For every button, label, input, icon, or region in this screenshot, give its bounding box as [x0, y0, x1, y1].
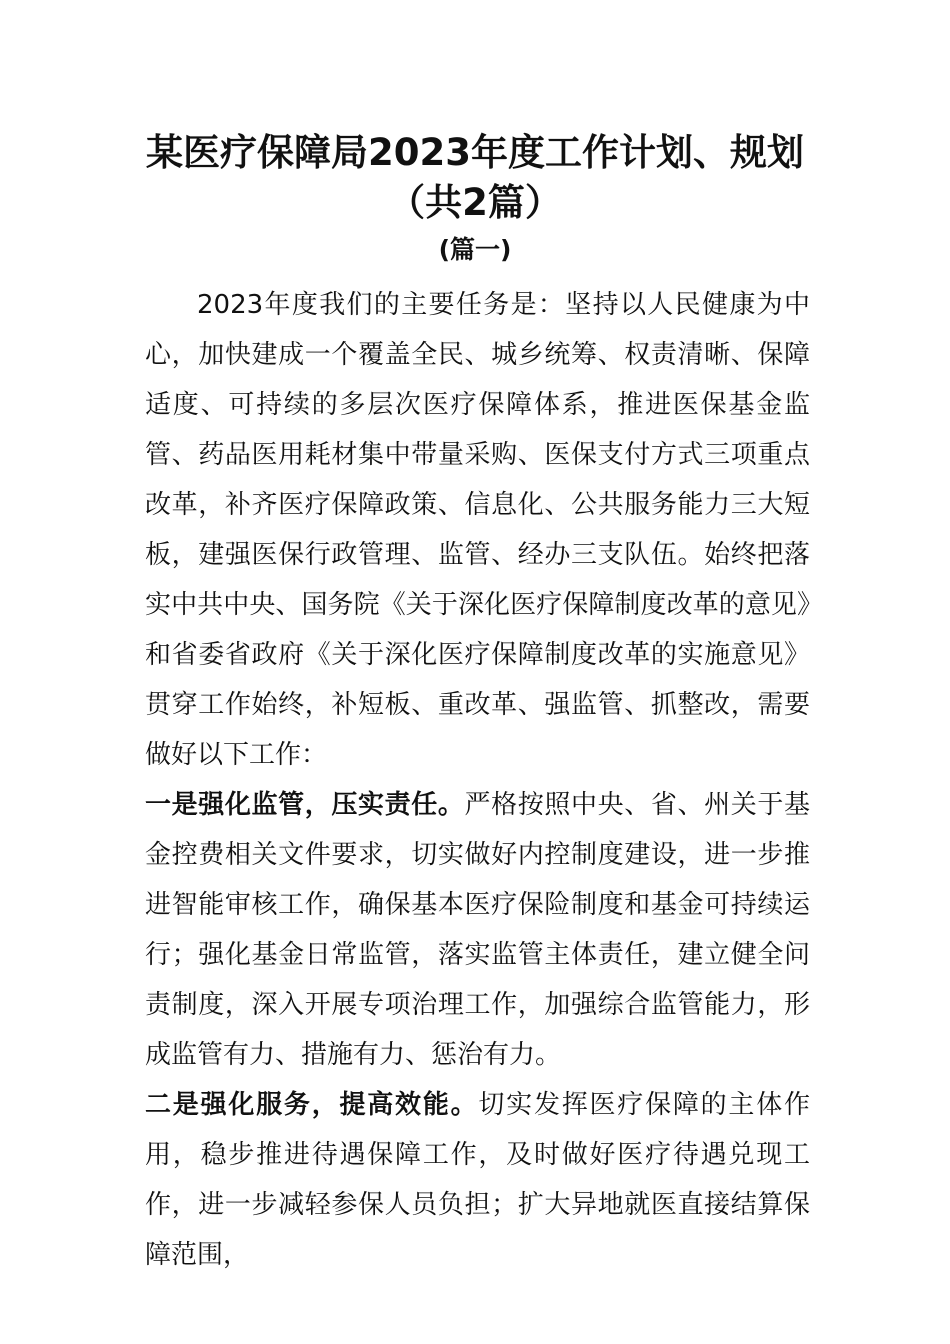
section-text-1: 严格按照中央、省、州关于基金控费相关文件要求，切实做好内控制度建设，进一步推进智能审核工作，确保基本医疗保险制度和基金可持续运行；强化基金日常监管，落实监管主体责任，建立健全问责制度，深入开展专项治理工作，加强综合监管能力，形成监管有力、措施有力、惩治有力。 — [145, 790, 810, 1070]
section-text-2: 切实发挥医疗保障的主体作用，稳步推进待遇保障工作，及时做好医疗待遇兑现工作，进一步减轻参保人员负担；扩大异地就医直接结算保障范围， — [145, 1090, 810, 1270]
document-body — [145, 280, 810, 1280]
section-paragraph-1 — [145, 780, 810, 1080]
section-heading-2: 二是强化服务，提高效能。 — [145, 1090, 479, 1120]
intro-paragraph: 2023年度我们的主要任务是：坚持以人民健康为中心，加快建成一个覆盖全民、城乡统筹、权责清晰、保障适度、可持续的多层次医疗保障体系，推进医保基金监管、药品医用耗材集中带量采购、医保支付方式三项重点改革，补齐医疗保障政策、信息化、公共服务能力三大短板，建强医保行政管理、监管、经办三支队伍。始终把落实中共中央、国务院《关于深化医疗保障制度改革的意见》和省委省政府《关于深化医疗保障制度改革的实施意见》贯穿工作始终，补短板、重改革、强监管、抓整改，需要做好以下工作： — [145, 290, 810, 770]
document-subtitle: (篇一) — [438, 235, 512, 264]
document-title: 某医疗保障局2023年度工作计划、规划（共2篇） — [146, 131, 804, 224]
section-paragraph-2 — [145, 1080, 810, 1280]
section-heading-1: 一是强化监管，压实责任。 — [145, 790, 465, 820]
